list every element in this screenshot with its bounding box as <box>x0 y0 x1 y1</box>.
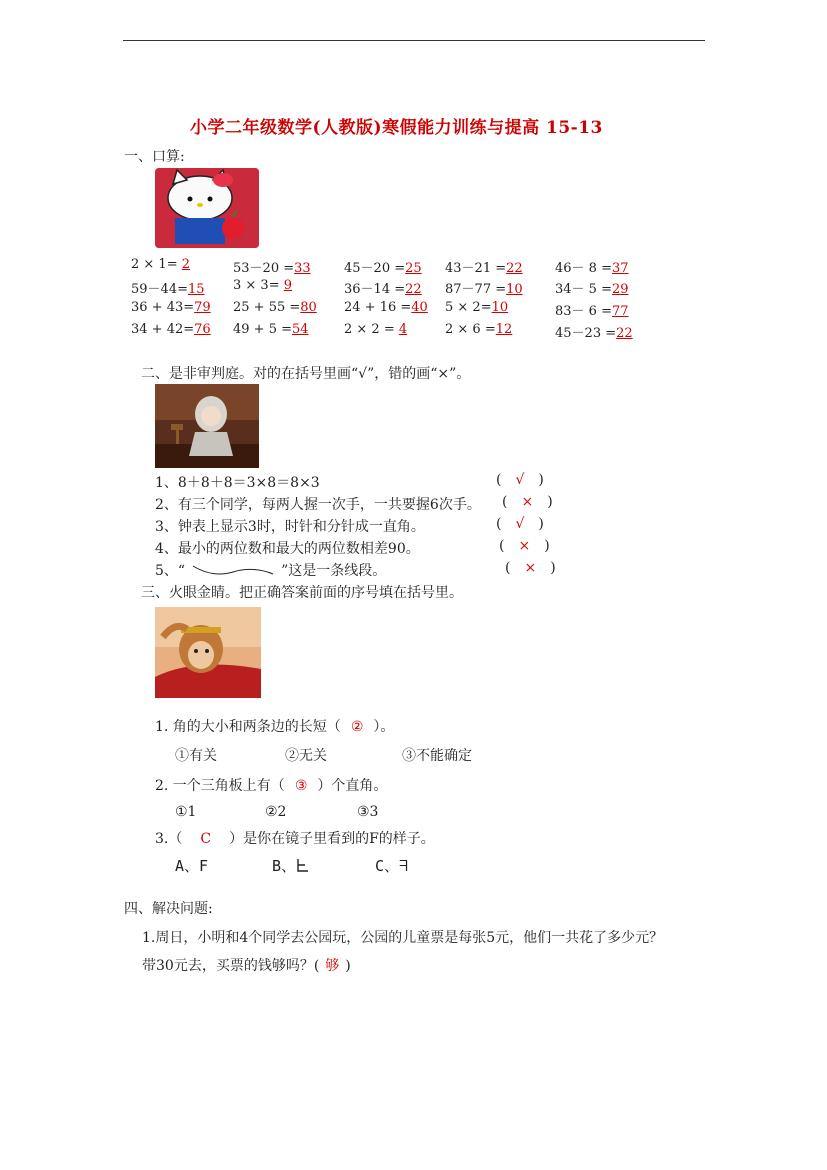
problem-1-line-1: 1.周日，小明和4个同学去公园玩，公园的儿童票是每张5元，他们一共花了多少元？ <box>142 930 664 946</box>
judge-item-5-before: 5、“ <box>155 563 186 579</box>
math-question: 46－ 8 = <box>555 261 612 276</box>
monkey-king-image <box>155 607 261 698</box>
judge-answer-3: ( √ ) <box>496 516 544 532</box>
choice-q1: 1. 角的大小和两条边的长短（ ② ）。 <box>155 719 395 735</box>
math-question: 36 + 43= <box>131 300 195 315</box>
math-item <box>445 300 508 315</box>
math-answer: 4 <box>398 322 408 337</box>
math-answer: 79 <box>194 300 211 315</box>
math-item <box>445 322 512 337</box>
math-answer: 15 <box>187 282 205 297</box>
section2-heading: 二、是非审判庭。对的在括号里画“√”，错的画“×”。 <box>141 366 471 382</box>
math-item <box>555 257 629 276</box>
math-question: 34 + 42= <box>131 322 195 337</box>
problem-1-line-2: 带30元去，买票的钱够吗？( 够 ) <box>142 958 351 974</box>
upside-down-f-figure <box>296 857 310 873</box>
math-question: 3 × 3= <box>233 278 284 293</box>
math-question: 25 + 55 = <box>233 300 301 315</box>
math-answer: 10 <box>491 300 509 315</box>
math-item <box>555 300 629 319</box>
math-question: 2 × 6 = <box>445 322 496 337</box>
q2-option-1: ①1 <box>175 804 197 820</box>
math-item <box>445 278 523 297</box>
math-item <box>233 257 311 276</box>
math-item <box>344 257 422 276</box>
math-answer: 76 <box>194 322 211 337</box>
math-answer: 29 <box>611 282 629 297</box>
judge-item-1: 1、8＋8＋8＝3×8＝8×3 <box>155 475 320 491</box>
math-answer: 22 <box>405 282 422 297</box>
math-question: 24 + 16 = <box>344 300 412 315</box>
math-item <box>555 322 633 341</box>
math-answer: 22 <box>616 326 633 341</box>
math-answer: 77 <box>611 304 629 319</box>
judge-item-5-after: ”这是一条线段。 <box>281 563 387 579</box>
header-rule <box>123 40 705 41</box>
math-answer: 22 <box>506 261 523 276</box>
judge-answer-4: ( × ) <box>499 538 550 554</box>
math-item <box>131 322 211 337</box>
math-answer: 25 <box>405 261 422 276</box>
math-answer: 40 <box>411 300 428 315</box>
math-question: 2 × 1= <box>131 257 182 272</box>
math-question: 83－ 6 = <box>555 304 612 319</box>
q3-option-c: C、ᖷ <box>375 857 408 875</box>
q3-option-b: B、 <box>272 855 310 876</box>
math-item <box>445 257 523 276</box>
math-answer: 10 <box>506 282 523 297</box>
hello-kitty-image <box>155 168 259 248</box>
math-item <box>344 300 428 315</box>
math-question: 5 × 2= <box>445 300 492 315</box>
math-item <box>131 300 211 315</box>
q1-option-3: ③不能确定 <box>402 748 472 764</box>
math-answer: 9 <box>283 278 293 293</box>
math-item <box>555 278 629 297</box>
math-question: 45－20 = <box>344 261 406 276</box>
choice-q3: 3.（ C ）是你在镜子里看到的F的样子。 <box>155 831 435 847</box>
q2-option-3: ③3 <box>357 804 379 820</box>
section1-heading: 一、口算: <box>124 149 185 165</box>
page-title: 小学二年级数学(人教版)寒假能力训练与提高 15-13 <box>190 118 603 138</box>
q3-option-a: A、F <box>175 857 209 875</box>
judge-item-2: 2、有三个同学，每两人握一次手，一共要握6次手。 <box>155 497 481 513</box>
math-question: 59－44= <box>131 282 188 297</box>
judge-answer-5: ( × ) <box>505 560 556 576</box>
q1-option-1: ①有关 <box>175 748 217 764</box>
q1-option-2: ②无关 <box>285 748 327 764</box>
judge-item-3: 3、钟表上显示3时，时针和分针成一直角。 <box>155 519 425 535</box>
math-item <box>233 278 292 293</box>
judge-item-4: 4、最小的两位数和最大的两位数相差90。 <box>155 541 420 557</box>
math-answer: 33 <box>294 261 311 276</box>
math-item <box>131 278 205 297</box>
math-question: 45－23 = <box>555 326 617 341</box>
wavy-line-figure <box>185 564 281 578</box>
section4-heading: 四、解决问题: <box>124 901 213 917</box>
math-question: 36－14 = <box>344 282 406 297</box>
judge-answer-2: ( × ) <box>502 494 553 510</box>
section3-heading: 三、火眼金睛。把正确答案前面的序号填在括号里。 <box>141 585 463 601</box>
math-item <box>233 322 309 337</box>
math-question: 87－77 = <box>445 282 507 297</box>
math-item <box>131 257 190 272</box>
math-question: 2 × 2 = <box>344 322 399 337</box>
math-item <box>344 278 422 297</box>
choice-q2: 2. 一个三角板上有（ ③ ）个直角。 <box>155 778 388 794</box>
math-answer: 12 <box>495 322 513 337</box>
math-answer: 37 <box>611 261 629 276</box>
judge-item-5 <box>155 560 386 580</box>
math-question: 53－20 = <box>233 261 295 276</box>
math-item <box>344 322 407 337</box>
judge-answer-1: ( √ ) <box>496 472 544 488</box>
math-question: 43－21 = <box>445 261 507 276</box>
q2-option-2: ②2 <box>265 804 287 820</box>
math-item <box>233 300 317 315</box>
courtroom-image <box>155 384 259 468</box>
math-question: 34－ 5 = <box>555 282 612 297</box>
math-answer: 80 <box>300 300 317 315</box>
math-answer: 2 <box>181 257 191 272</box>
math-answer: 54 <box>292 322 309 337</box>
math-question: 49 + 5 = <box>233 322 292 337</box>
